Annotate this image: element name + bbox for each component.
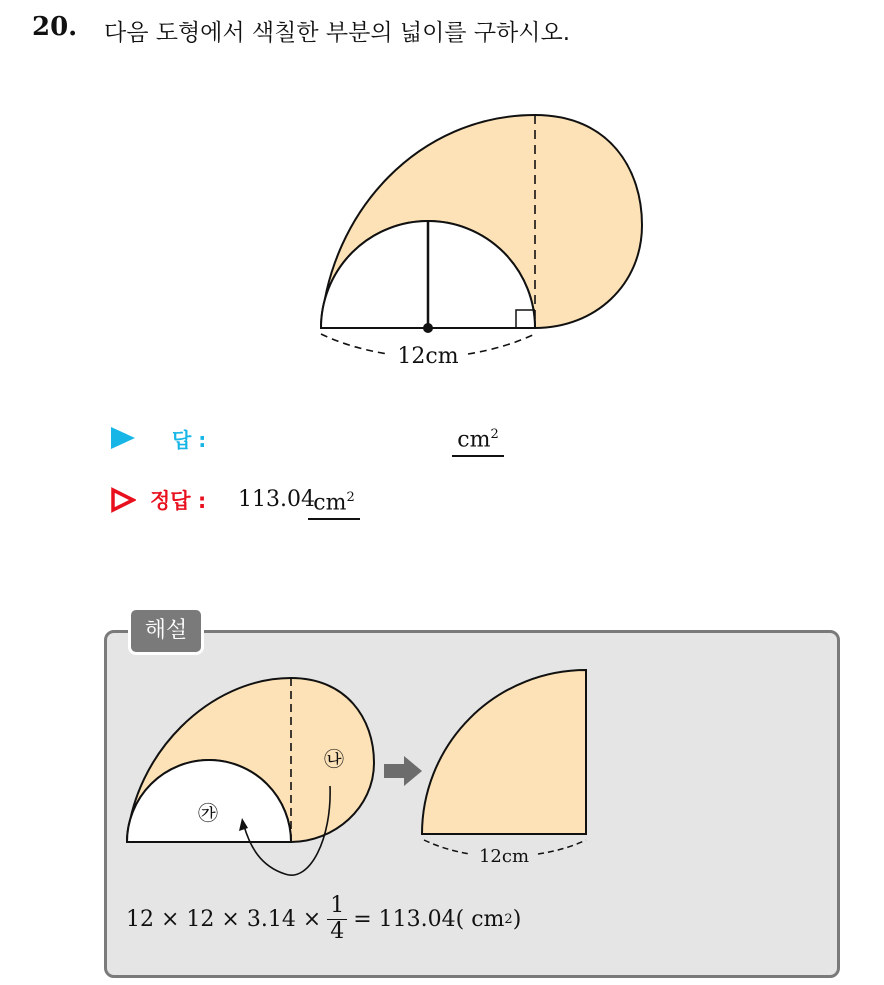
quarter-circle-region	[422, 670, 586, 834]
solution-part-b-label: ㉯	[324, 747, 344, 771]
solution-figure-left	[120, 668, 380, 878]
solution-part-a-label: ㉮	[198, 801, 218, 825]
play-triangle-icon	[110, 426, 136, 450]
dimension-arc-right	[468, 334, 535, 354]
question-text: 다음 도형에서 색칠한 부분의 넓이를 구하시오.	[104, 20, 571, 46]
dimension-arc-left	[321, 334, 388, 354]
answer-row	[110, 420, 530, 460]
solution-figure-right	[410, 664, 610, 874]
solution-tag: 해설	[128, 607, 204, 655]
fraction-denominator: 4	[330, 918, 345, 944]
formula-fraction	[327, 894, 347, 943]
formula-close: )	[512, 906, 522, 932]
formula-lhs: 12 × 12 × 3.14 ×	[126, 906, 322, 932]
correct-answer-unit-box	[308, 483, 360, 520]
quarter-dimension-arc-left	[424, 840, 470, 854]
fraction-numerator: 1	[327, 894, 347, 919]
correct-answer-row	[110, 483, 530, 523]
answer-unit-exponent: 2	[490, 427, 499, 442]
solution-formula	[126, 884, 521, 954]
correct-answer-label: 정답 :	[150, 489, 207, 513]
quarter-dimension-arc-right	[538, 840, 586, 854]
main-figure	[300, 100, 660, 380]
quarter-radius-label: 12cm	[478, 846, 530, 867]
answer-unit: cm	[457, 427, 491, 453]
correct-answer-unit: cm	[313, 490, 347, 516]
outline-triangle-icon	[110, 487, 136, 513]
center-dot	[423, 323, 433, 333]
formula-rhs: = 113.04( cm	[353, 906, 505, 932]
answer-blank[interactable]	[452, 420, 504, 457]
formula-exponent: 2	[504, 911, 513, 927]
correct-answer-value: 113.04	[238, 487, 315, 512]
diameter-label: 12cm	[397, 344, 459, 369]
correct-answer-unit-exponent: 2	[346, 490, 355, 505]
answer-label: 답 :	[172, 428, 207, 452]
question-number: 20.	[32, 12, 78, 42]
